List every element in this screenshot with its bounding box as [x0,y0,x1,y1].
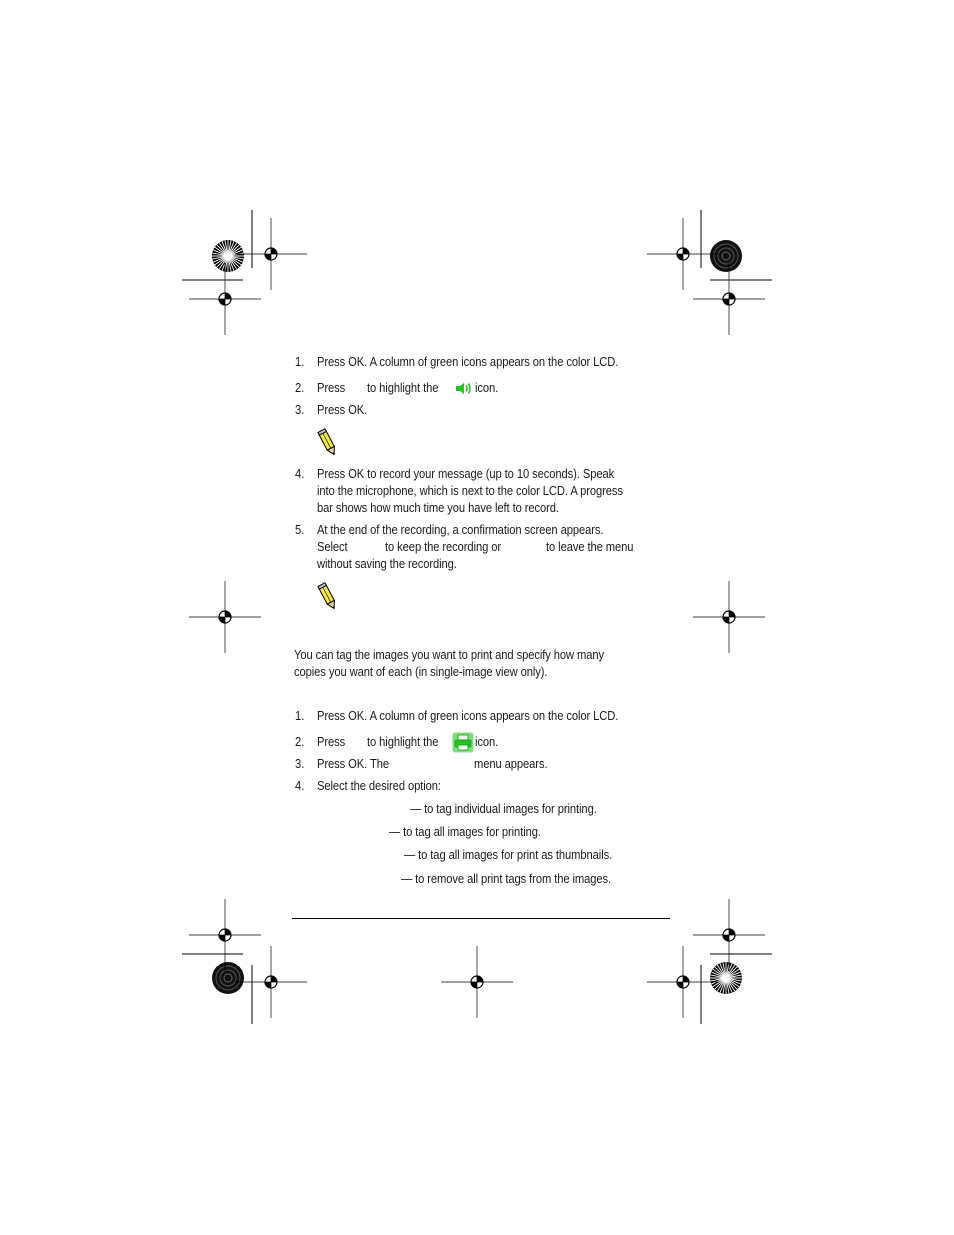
step-text-leave: to leave the menu [546,539,634,554]
printer-icon [452,732,474,753]
step-text-post: icon. [475,734,499,749]
step-text: Press OK. A column of green icons appears on the color LCD. [317,354,619,369]
voice-memo-icon [455,381,474,396]
step-number: 1. [295,354,305,369]
step-number: 3. [295,402,305,417]
step-text: Press OK. [317,402,368,417]
step-text-post: icon. [475,380,499,395]
step-text-select: Select [317,539,348,554]
step-text-line: At the end of the recording, a confirmation screen appears. [317,522,604,537]
step-text-keep: to keep the recording or [385,539,502,554]
step-number: 3. [295,756,305,771]
step-number: 4. [295,466,305,481]
option-tag-thumbnails: — to tag all images for print as thumbnails. [404,847,613,862]
step-text: Select the desired option: [317,778,441,793]
option-tag-individual: — to tag individual images for printing. [410,801,597,816]
pencil-note-icon [316,428,340,458]
step-text-line: Press OK to record your message (up to 10 seconds). Speak [317,466,615,481]
intro-line: copies you want of each (in single-image view only). [294,664,548,679]
option-remove-tags: — to remove all print tags from the images. [401,871,612,886]
step-number: 1. [295,708,305,723]
intro-line: You can tag the images you want to print and specify how many [294,647,605,662]
step-text-pre: Press OK. The [317,756,389,771]
step-text-line: bar shows how much time you have left to record. [317,500,559,515]
pencil-note-icon [316,582,340,612]
option-tag-all: — to tag all images for printing. [389,824,541,839]
step-text-line: without saving the recording. [317,556,457,571]
step-number: 5. [295,522,305,537]
step-text-pre: Press [317,380,346,395]
step-number: 2. [295,380,305,395]
step-text-post: menu appears. [474,756,548,771]
step-text: Press OK. A column of green icons appears on the color LCD. [317,708,619,723]
step-text-pre: Press [317,734,346,749]
step-number: 4. [295,778,305,793]
step-text-line: into the microphone, which is next to the color LCD. A progress [317,483,623,498]
step-text-mid: to highlight the [367,380,439,395]
step-text-mid: to highlight the [367,734,439,749]
footer-rule [292,918,670,919]
step-number: 2. [295,734,305,749]
